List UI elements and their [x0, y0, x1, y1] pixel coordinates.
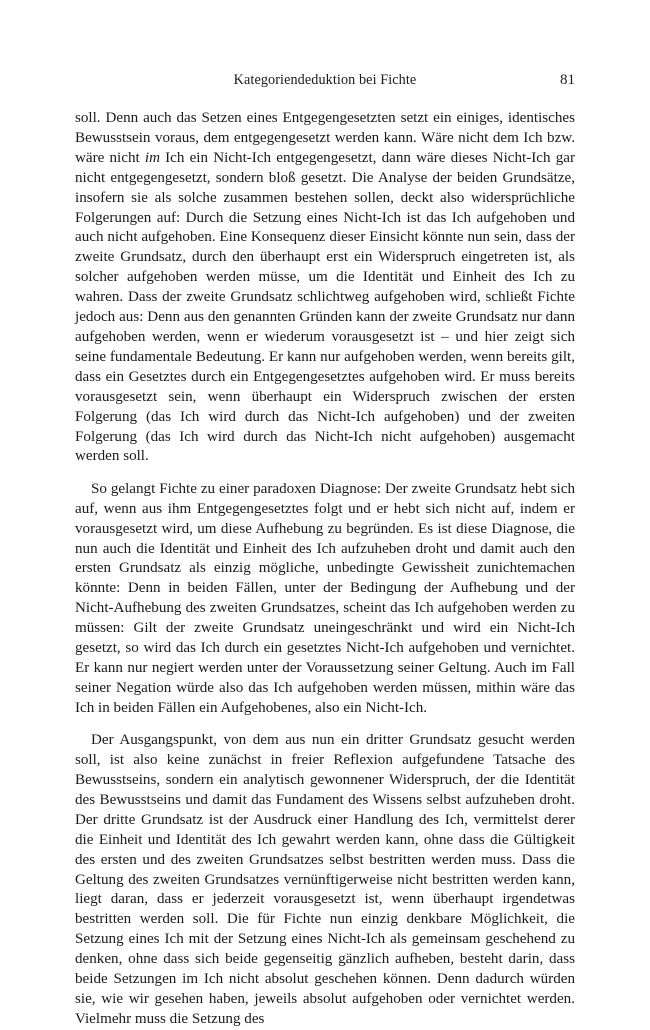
page-number: 81	[560, 72, 575, 88]
paragraph-text: So gelangt Fichte zu einer paradoxen Diagnose: Der zweite Grundsatz hebt sich auf, wenn aus ihm Entgegengesetztes folgt und er hebt sich nicht auf, indem er vorausgesetzt wird, um diese Aufhebung zu begründen. Es ist diese Diagnose, die nun auch die Identität und Einheit des Ich aufzuheben droht und damit auch den ersten Grundsatz als einzig mögliche, unbedingte Gewissheit zunichtemachen könnte: Denn in beiden Fällen, unter der Bedingung der Aufhebung und der Nicht-Aufhebung des zweiten Grundsatzes, scheint das Ich aufgehoben werden zu müssen: Gilt der zweite Grundsatz uneingeschränkt und wird ein Nicht-Ich gesetzt, so wird das Ich durch ein gesetztes Nicht-Ich aufgehoben und vernichtet. Er kann nur negiert werden unter der Voraussetzung seiner Geltung. Auch im Fall seiner Negation würde also das Ich aufgehoben werden müssen, mithin wäre das Ich in beiden Fällen ein Aufgehobenes, also ein Nicht-Ich.	[75, 480, 575, 716]
paragraph-1	[75, 109, 575, 467]
running-title: Kategoriendeduktion bei Fichte	[233, 72, 417, 88]
paragraph-text: Der Ausgangspunkt, von dem aus nun ein dritter Grundsatz gesucht werden soll, ist also keine zunächst in freier Reflexion aufgefundene Tatsache des Bewusstseins, sondern ein analytisch gewonnener Widerspruch, der die Identität des Bewusstseins und damit das Fundament des Wissens selbst aufzuheben droht. Der dritte Grundsatz ist der Ausdruck einer Handlung des Ich, vermittelst derer die Einheit und Identität des Ich gewahrt werden kann, ohne dass die Gültigkeit des ersten und des zweiten Grundsatzes selbst bestritten werden muss. Dass die Geltung des zweiten Grundsatzes vernünftigerweise nicht bestritten werden kann, liegt daran, dass er jederzeit vorausgesetzt ist, wenn überhaupt irgendetwas bestritten werden soll. Die für Fichte nun einzig denkbare Möglichkeit, die Setzung eines Ich mit der Setzung eines Nicht-Ich als gemeinsam geschehend zu denken, ohne dass sich beide gegenseitig gänzlich aufheben, besteht darin, dass beide Setzungen im Ich nicht absolut geschehen können. Denn dadurch würden sie, wie wir gesehen haben, jeweils absolut aufgehoben oder vernichtet werden. Vielmehr muss die Setzung des	[75, 732, 575, 1027]
running-head	[75, 72, 575, 94]
paragraph-2	[75, 480, 575, 719]
body-text	[75, 109, 575, 1030]
paragraph-text: Ich ein Nicht-Ich entgegengesetzt, dann wäre dieses Nicht-Ich gar nicht entgegengesetzt, sondern bloß gesetzt. Die Analyse der beiden Grundsätze, insofern sie als solche zusammen bestehen sollen, deckt also widersprüchliche Folgerungen auf: Durch die Setzung eines Nicht-Ich ist das Ich aufgehoben und auch nicht aufgehoben. Eine Konsequenz dieser Einsicht könnte nun sein, dass der zweite Grundsatz, durch den überhaupt erst ein Widerspruch eingetreten ist, als solcher aufgehoben werden müsse, um die Identität und Einheit des Ich zu wahren. Dass der zweite Grundsatz schlichtweg aufgehoben wird, schließt Fichte jedoch aus: Denn aus den genannten Gründen kann der zweite Grundsatz nur dann aufgehoben werden, wenn er wiederum vorausgesetzt ist – und hier zeigt sich seine fundamentale Bedeutung. Er kann nur aufgehoben werden, wenn bereits gilt, dass ein Gesetztes durch ein Entgegengesetztes aufgehoben wird. Er muss bereits vorausgesetzt sein, wenn überhaupt ein Widerspruch zwischen der ersten Folgerung (das Ich wird durch das Nicht-Ich aufgehoben) und der zweiten Folgerung (das Ich wird durch das Nicht-Ich nicht aufgehoben) ausgemacht werden soll.	[75, 149, 575, 465]
paragraph-text: soll. Denn auch das Setzen eines Entgegengesetzten setzt ein einiges, identisches Bewusstsein voraus, dem entgegengesetzt werden kann. Wäre nicht dem Ich bzw. wäre nicht	[75, 110, 575, 166]
emphasis-text: im	[144, 149, 160, 166]
